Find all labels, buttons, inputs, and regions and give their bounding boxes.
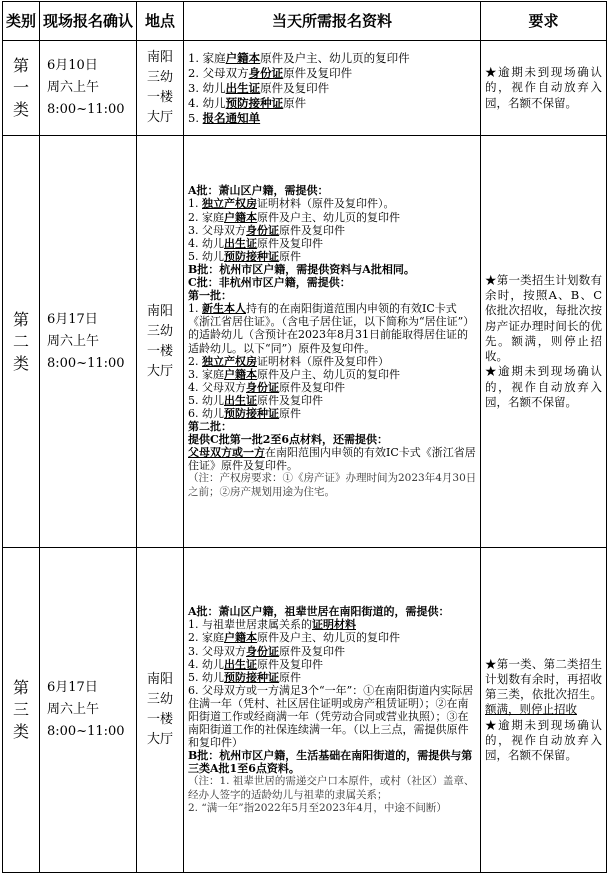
- place-cell: 南阳 三幼 一楼 大厅: [137, 548, 184, 873]
- category-cell: 第 二 类: [3, 136, 40, 548]
- registration-table: [2, 1, 607, 873]
- table-row: [3, 136, 607, 548]
- place-cell: 南阳 三幼 一楼 大厅: [137, 136, 184, 548]
- table-row: [3, 41, 607, 136]
- table-row: [3, 548, 607, 873]
- date-cell: 6月17日 周六上午 8:00~11:00: [40, 548, 137, 873]
- requirement-cell: ★第一类招生计划数有余时，按照A、B、C依批次招收，每批次按房产证办理时间长的优先。额满，则停止招收。 ★逾期未到现场确认的，视作自动放弃入园，名额不保留。: [481, 136, 607, 548]
- requirement-cell: ★第一类、第二类招生计划数有余时，再招收第三类，依批次招生。额满，则停止招收 ★逾期未到现场确认的，视作自动放弃入园，名额不保留。: [481, 548, 607, 873]
- docs-cell: 1. 家庭户籍本原件及户主、幼儿页的复印件 2. 父母双方身份证原件及复印件 3. 幼儿出生证原件及复印件 4. 幼儿预防接种证原件 5. 报名通知单: [184, 41, 481, 136]
- category-cell: 第 三 类: [3, 548, 40, 873]
- docs-cell: A批：萧山区户籍，祖辈世居在南阳街道的，需提供： 1. 与祖辈世居隶属关系的证明材料 2. 家庭户籍本原件及户主、幼儿页的复印件 3. 父母双方身份证原件及复印件 4. 幼儿出生证原件及复印件 5. 幼儿预防接种证原件 6. 父母双方或一方满足3个“一年”：①在南阳街道内实际居住满一年（凭村、社区居住证明或房产租赁证明）；②在南阳街道工作或经商满一年（凭劳动合同或营业执照）；③在南阳街道工作的社保连续满一年。（以上三点，需提供原件和复印件） B批：杭州市区户籍，生活基础在南阳街道的，需提供与第三类A批1至6点资料。 （注：1. 祖辈世居的需递交户口本原件，或村（社区）盖章、经办人签字的适龄幼儿与祖辈的隶属关系； 2. “满一年”指2022年5月至2023年4月，中途不间断）: [184, 548, 481, 873]
- category-cell: 第 一 类: [3, 41, 40, 136]
- place-cell: 南阳 三幼 一楼 大厅: [137, 41, 184, 136]
- header-place: 地点: [137, 2, 184, 41]
- header-row: [3, 2, 607, 41]
- header-docs: 当天所需报名资料: [184, 2, 481, 41]
- requirement-cell: ★逾期未到现场确认的，视作自动放弃入园，名额不保留。: [481, 41, 607, 136]
- date-cell: 6月17日 周六上午 8:00~11:00: [40, 136, 137, 548]
- date-cell: 6月10日 周六上午 8:00~11:00: [40, 41, 137, 136]
- header-confirm: 现场报名确认: [40, 2, 137, 41]
- header-req: 要求: [481, 2, 607, 41]
- docs-cell: A批：萧山区户籍，需提供： 1. 独立产权房证明材料（原件及复印件）。 2. 家庭户籍本原件及户主、幼儿页的复印件 3. 父母双方身份证原件及复印件 4. 幼儿出生证原件及复印件 5. 幼儿预防接种证原件 B批：杭州市区户籍，需提供资料与A批相同。 C批：非杭州市区户籍，需提供： 第一批： 1. 新生本人持有的在南阳街道范围内申领的有效IC卡式《浙江省居住证》。（含电子居住证，以下简称为“居住证”）的适龄幼儿（含预计在2023年8月31日前能取得居住证的适龄幼儿。以下“同”）原件及复印件。 2. 独立产权房证明材料（原件及复印件） 3. 家庭户籍本原件及户主、幼儿页的复印件 4. 父母双方身份证原件及复印件 5. 幼儿出生证原件及复印件 6. 幼儿预防接种证原件 第二批： 提供C批第一批2至6点材料，还需提供： 父母双方或一方在南阳范围内申领的有效IC卡式《浙江省居住证》原件及复印件。 （注：产权房要求：①《房产证》办理时间为2023年4月30日之前；②房产规划用途为住宅。: [184, 136, 481, 548]
- header-category: 类别: [3, 2, 40, 41]
